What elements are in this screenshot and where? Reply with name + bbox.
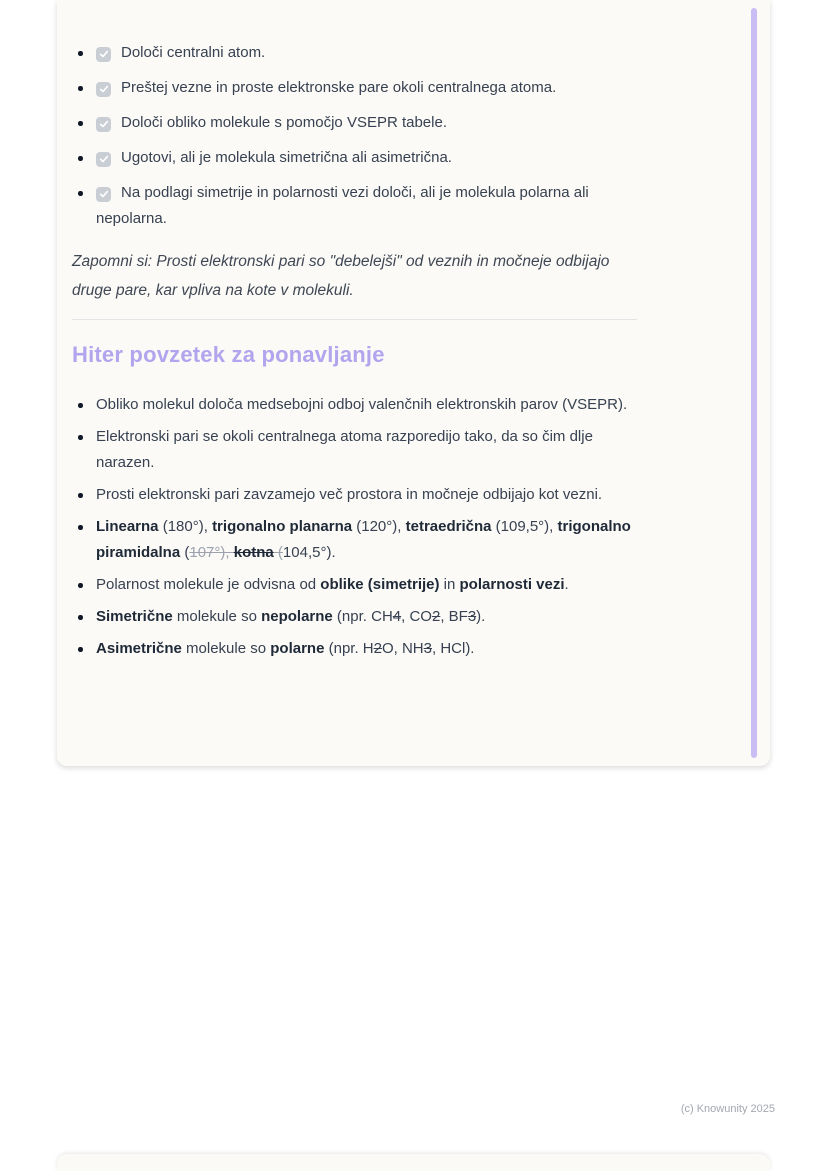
text-segment: 104,5°). <box>282 544 336 561</box>
summary-item-text <box>96 428 593 471</box>
text-segment: trigonalno planarna <box>212 518 353 535</box>
bullet-icon <box>78 647 83 652</box>
text-segment: , HCl). <box>431 640 475 657</box>
summary-list <box>72 392 637 662</box>
checked-checkbox-icon[interactable] <box>96 47 111 62</box>
text-segment: oblike (simetrije) <box>320 576 440 593</box>
bullet-icon <box>78 121 83 126</box>
bullet-icon <box>78 435 83 440</box>
text-segment: 2 <box>373 640 382 657</box>
text-segment: Elektronski pari se okoli centralnega atoma razporedijo tako, da so čim dlje narazen. <box>96 428 593 471</box>
text-segment: Polarnost molekule je odvisna od <box>96 576 321 593</box>
checklist-item-text: Določi obliko molekule s pomočjo VSEPR tabele. <box>121 114 447 131</box>
bullet-icon <box>78 191 83 196</box>
text-segment: polarnosti vezi <box>459 576 565 593</box>
checklist-item-text: Določi centralni atom. <box>121 44 266 61</box>
document-page <box>57 0 770 766</box>
summary-item <box>72 482 637 508</box>
next-page-edge <box>57 1154 770 1171</box>
summary-item-text <box>96 396 627 413</box>
text-segment: molekule so <box>172 608 262 625</box>
bullet-icon <box>78 525 83 530</box>
checklist-item-text: Preštej vezne in proste elektronske pare okoli centralnega atoma. <box>121 79 557 96</box>
bullet-icon <box>78 583 83 588</box>
text-segment: Obliko molekul določa medsebojni odboj valenčnih elektronskih parov (VSEPR). <box>96 396 628 413</box>
checklist-item-text: Na podlagi simetrije in polarnosti vezi določi, ali je molekula polarna ali nepolarna. <box>96 184 589 227</box>
text-segment: Asimetrične <box>96 640 182 657</box>
bullet-icon <box>78 493 83 498</box>
text-segment: (109,5°), <box>491 518 558 535</box>
text-segment: kotna <box>233 544 274 561</box>
summary-item <box>72 636 637 662</box>
checklist-item <box>72 40 637 66</box>
text-segment: 3 <box>467 608 477 625</box>
text-segment: ). <box>476 608 486 625</box>
text-segment: 3 <box>423 640 432 657</box>
summary-item <box>72 514 637 566</box>
text-segment: (120°), <box>352 518 406 535</box>
summary-item-text <box>96 640 474 657</box>
text-segment: (npr. CH <box>332 608 393 625</box>
text-segment: 2 <box>431 608 441 625</box>
bullet-icon <box>78 51 83 56</box>
text-segment: in <box>439 576 460 593</box>
section-heading: Hiter povzetek za ponavljanje <box>72 342 385 367</box>
text-segment: , BF <box>440 608 468 625</box>
summary-item <box>72 572 637 598</box>
checklist-item <box>72 110 637 136</box>
document-content <box>57 0 637 662</box>
copyright-footer: (c) Knowunity 2025 <box>680 1103 775 1115</box>
checked-checkbox-icon[interactable] <box>96 187 111 202</box>
scrollbar-thumb[interactable] <box>751 8 757 758</box>
text-segment: (npr. H <box>324 640 374 657</box>
reminder-note: Zapomni si: Prosti elektronski pari so "debelejši" od veznih in močneje odbijajo druge pare, kar vpliva na kote v molekuli. <box>72 253 610 299</box>
text-segment: polarne <box>270 640 325 657</box>
text-segment: 4 <box>392 608 402 625</box>
text-segment: nepolarne <box>261 608 333 625</box>
text-segment: 107°), <box>189 544 234 561</box>
summary-item <box>72 424 637 476</box>
summary-item <box>72 392 637 418</box>
summary-item-text <box>96 608 485 625</box>
summary-item-text <box>96 486 602 503</box>
summary-item-text <box>96 576 569 593</box>
text-segment: ( <box>180 544 190 561</box>
summary-item <box>72 604 637 630</box>
checklist-item <box>72 180 637 232</box>
bullet-icon <box>78 156 83 161</box>
bullet-icon <box>78 86 83 91</box>
checked-checkbox-icon[interactable] <box>96 152 111 167</box>
text-segment: (180°), <box>158 518 213 535</box>
checklist-item-text: Ugotovi, ali je molekula simetrična ali asimetrična. <box>121 149 452 166</box>
text-segment: trigonalno piramidalna <box>96 518 631 561</box>
checklist-item <box>72 75 637 101</box>
text-segment: . <box>564 576 569 593</box>
text-segment: tetraedrična <box>405 518 492 535</box>
bullet-icon <box>78 615 83 620</box>
summary-item-text <box>96 518 631 561</box>
text-segment: , CO <box>401 608 432 625</box>
text-segment: molekule so <box>181 640 271 657</box>
checklist-item <box>72 145 637 171</box>
text-segment: Linearna <box>96 518 159 535</box>
text-segment: Simetrične <box>96 608 173 625</box>
section-divider <box>72 319 637 320</box>
checklist <box>72 40 637 232</box>
bullet-icon <box>78 403 83 408</box>
checked-checkbox-icon[interactable] <box>96 117 111 132</box>
text-segment: Prosti elektronski pari zavzamejo več prostora in močneje odbijajo kot vezni. <box>96 486 603 503</box>
text-segment: ( <box>273 544 283 561</box>
text-segment: O, NH <box>381 640 424 657</box>
checked-checkbox-icon[interactable] <box>96 82 111 97</box>
